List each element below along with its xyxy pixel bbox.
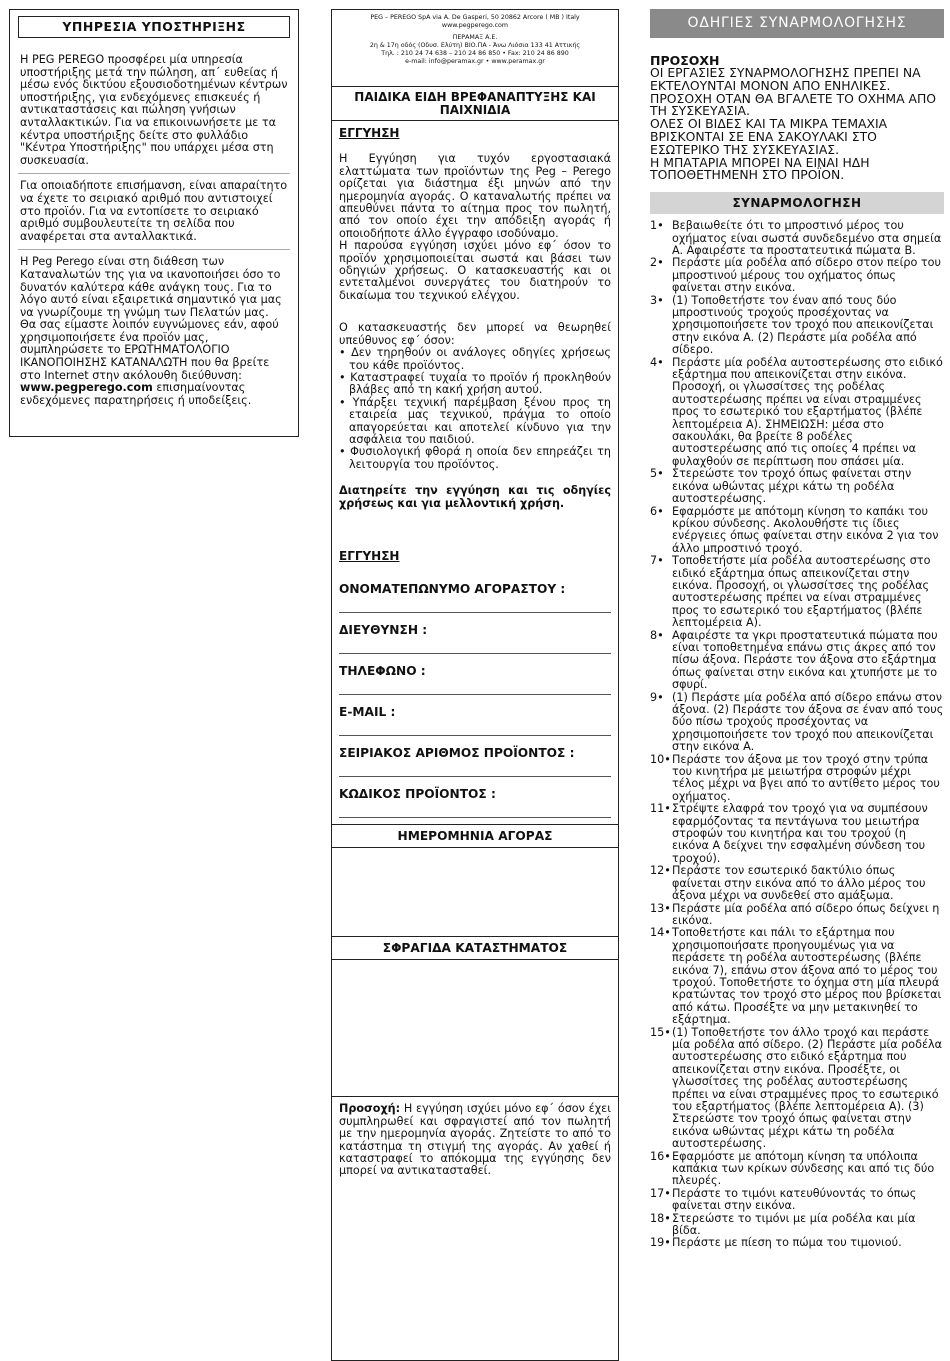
assembly-step <box>650 1237 944 1249</box>
step-text: Τοποθετήστε και πάλι το εξάρτημα που χρησιμοποιήσατε προηγουμένως για να περάσετε τη ροδέλα αυτοστερέωσης (βλέπε εικόνα 7), επάνω στον άξονα από το μέρος του τροχού. Τοποθετήστε το όχημα στη μία πλευρά κρατώντας τον τροχό στο μέρος που βρίσκεται από κάτω. Προσέξτε να μην μετακινηθεί το εξάρτημα. <box>672 926 942 1027</box>
warranty-bullet: • Καταστραφεί τυχαία το προϊόν ή προκληθούν βλάβες από τη κακή χρήση αυτού. <box>339 370 611 397</box>
assembly-step <box>650 865 944 902</box>
step-number: 16• <box>650 1149 671 1163</box>
assembly-step <box>650 803 944 865</box>
warning-line: ΠΡΟΣΟΧΗ ΟΤΑΝ ΘΑ ΒΓΑΛΕΤΕ ΤΟ ΟΧΗΜΑ ΑΠΟ ΤΗ ΣΥΣΚΕΥΑΣΙΑ. <box>650 90 937 119</box>
step-text: (1) Τοποθετήστε τον άλλο τροχό και περάστε μία ροδέλα από σίδερο. (2) Περάστε μία ροδέλα αυτοστερέωσης στο ειδικό εξάρτημα που απεικονίζεται στην εικόνα. Προσέξτε, οι γλωσσίτσες της ροδέλας αυτοστερέωσης πρέπει να είναι στραμμένες προς το εσωτερικό του εξαρτήματος (βλέπε λεπτομέρεια A). (3) Στερεώστε τον τροχό όπως φαίνεται στην εικόνα ωθώντας μέχρι κάτω τη ροδέλα αυτοστερέωσης. <box>672 1025 942 1151</box>
assembly-step <box>650 927 944 1026</box>
step-number: 1• <box>650 219 664 233</box>
step-number: 7• <box>650 554 664 568</box>
warranty-notice <box>332 1097 618 1183</box>
step-number: 19• <box>650 1236 671 1250</box>
step-text: Περάστε τον άξονα με τον τροχό στην τρύπα του κινητήρα με μειωτήρα στροφών μέχρι τέλος μέχρι να βγει από το αντίθετο μέρος του οχήματος. <box>672 752 940 803</box>
step-text: Τοποθετήστε μία ροδέλα αυτοστερέωσης στο ειδικό εξάρτημα όπως απεικονίζεται στην εικόνα. Προσοχή, οι γλωσσίτσες της ροδέλας αυτοστερέωσης πρέπει να είναι στραμμένες προς το εσωτερικό του εξαρτήματος (βλέπε λεπτομέρεια A). <box>672 554 931 630</box>
buyer-name-label: ΟΝΟΜΑΤΕΠΩΝΥΜΟ ΑΓΟΡΑΣΤΟΥ : <box>339 582 566 597</box>
step-text: (1) Περάστε μία ροδέλα από σίδερο επάνω στον άξονα. (2) Περάστε τον άξονα σε έναν από τους δύο πίσω τροχούς προσέχοντας να χρησιμοποιήσετε τον τροχό που απεικονίζεται στην εικόνα A. <box>672 690 944 754</box>
serial-number-field[interactable] <box>339 763 611 777</box>
warranty-bullet: • Δεν τηρηθούν οι ανάλογες οδηγίες χρήσεως του κάθε προϊόντος. <box>339 346 611 372</box>
step-number: 11• <box>650 802 671 816</box>
step-text: Βεβαιωθείτε ότι το μπροστινό μέρος του οχήματος είναι σωστά συνδεδεμένο στα σημεία A. Αφαιρέστε τα προστατευτικά πώματα B. <box>672 219 942 257</box>
warranty-bullet: • Υπάρξει τεχνική παρέμβαση ξένου προς τη εταιρεία μας τεχνικού, πράγμα το οποίο απαγορεύεται και αποτελεί κίνδυνο για την ασφάλεια του παιδιού. <box>339 395 611 446</box>
warranty-heading: ΕΓΓΥΗΣΗ <box>339 126 400 140</box>
step-number: 4• <box>650 355 664 369</box>
assembly-step <box>650 692 944 754</box>
step-number: 9• <box>650 690 664 704</box>
header-line-1: PEG – PEREGO SpA via A. De Gasperi, 50 20862 Arcore ( MB ) Italy <box>370 14 580 21</box>
email-label: E-MAIL : <box>339 705 396 720</box>
store-stamp-label: ΣΦΡΑΓΙΔΑ ΚΑΤΑΣΤΗΜΑΤΟΣ <box>332 936 618 960</box>
assembly-step <box>650 295 944 357</box>
warranty-bullet: • Φυσιολογική φθορά η οποία δεν επηρεάζει τη λειτουργία του προϊόντος. <box>339 445 611 471</box>
step-text: Περάστε με πίεση το πώμα του τιμονιού. <box>672 1236 902 1250</box>
header-line-2: www.pegperego.com <box>441 22 509 29</box>
step-number: 17• <box>650 1186 671 1200</box>
purchase-date-label: ΗΜΕΡΟΜΗΝΙΑ ΑΓΟΡΑΣ <box>332 824 618 848</box>
keep-warranty-note: Διατηρείτε την εγγύηση και τις οδηγίες χρήσεως και για μελλοντική χρήση. <box>339 484 611 510</box>
assembly-step <box>650 1213 944 1238</box>
support-panel <box>9 9 299 437</box>
step-text: Περάστε τον εσωτερικό δακτύλιο όπως φαίνεται στην εικόνα από το άλλο μέρος του άξονα μέχρι να συνδεθεί στο αμάξωμα. <box>672 864 926 903</box>
step-number: 18• <box>650 1211 671 1225</box>
assembly-step <box>650 1151 944 1188</box>
purchase-date-box[interactable] <box>332 848 618 936</box>
support-paragraph-3-text: Η Peg Perego είναι στη διάθεση των Καταναλωτών της για να ικανοποιήσει όσο το δυνατόν καλύτερα κάθε ανάγκη τους. Για το λόγο αυτό είναι εξαιρετικά σημαντικό για μας να γνωρίζουμε τη γνώμη των Πελατών μας. Θα σας είμαστε λοιπόν ευγνώμονες εάν, αφού χρησιμοποιήσετε ένα προϊόν μας, συμπληρώσετε το ΕΡΩΤΗΜΑΤΟΛΟΓΙΟ ΙΚΑΝΟΠΟΙΗΣΗΣ ΚΑΤΑΝΑΛΩΤΗ που θα βρείτε στο Internet στην ακόλουθη διεύθυνση: <box>20 255 282 382</box>
support-paragraph-3 <box>18 250 290 413</box>
warning-line: ΟΙ ΕΡΓΑΣΙΕΣ ΣΥΝΑΡΜΟΛΟΓΗΣΗΣ ΠΡΕΠΕΙ ΝΑ ΕΚΤΕΛΟΥΝΤΑΙ ΜΟΝΟΝ ΑΠΟ ΕΝΗΛΙΚΕΣ. <box>650 65 921 93</box>
step-number: 15• <box>650 1025 671 1039</box>
step-number: 3• <box>650 293 664 307</box>
assembly-step <box>650 357 944 469</box>
assembly-step <box>650 555 944 629</box>
step-text: Εφαρμόστε με απότομη κίνηση τα υπόλοιπα καπάκια των κρίκων σύνδεσης και από τις δύο πλευρές. <box>672 1149 935 1188</box>
store-stamp-box[interactable] <box>332 960 618 1096</box>
support-title: ΥΠΗΡΕΣΙΑ ΥΠΟΣΤΗΡΙΞΗΣ <box>18 16 290 38</box>
warranty-paragraph-1: Η Εγγύηση για τυχόν εργοστασιακά ελαττώματα των προϊόντων της Peg – Perego ορίζεται για διάστημα έξι μηνών από την ημερομηνία αγοράς. Ο καταναλωτής πρέπει να απευθύνει πάντα το αίτημα προς τον πωλητή, από τον οποίο έχει την απόδειξη αγοράς ή οποιοδήποτε άλλο έγγραφο ισοδύναμο. <box>339 152 611 240</box>
assembly-subtitle: ΣΥΝΑΡΜΟΛΟΓΗΣΗ <box>650 192 944 214</box>
website-link[interactable]: www.pegperego.com <box>20 381 153 395</box>
address-label: ΔΙΕΥΘΥΝΣΗ : <box>339 623 428 638</box>
assembly-step <box>650 1027 944 1151</box>
product-code-label: ΚΩΔΙΚΟΣ ΠΡΟΪΟΝΤΟΣ : <box>339 787 496 802</box>
assembly-step <box>650 630 944 692</box>
assembly-step <box>650 903 944 928</box>
step-number: 2• <box>650 256 664 270</box>
step-number: 13• <box>650 901 671 915</box>
step-text: Στρέψτε ελαφρά τον τροχό για να συμπέσουν εφαρμόζοντας τα πεντάγωνα του μειωτήρα στροφών του κινητήρα και του τροχού (η εικόνα A δείχνει την εσφαλμένη σύνδεση του τροχού). <box>672 802 928 865</box>
header-line-6: e-mail: info@peramax.gr • www.peramax.gr <box>405 58 545 65</box>
header-line-3: ΠΕΡΑΜΑΞ Α.Ε. <box>452 34 498 41</box>
assembly-step <box>650 1188 944 1213</box>
assembly-step <box>650 754 944 804</box>
notice-text: Η εγγύηση ισχύει μόνο εφ΄ όσον έχει συμπληρωθεί και σφραγιστεί από τον πωλητή με την ημερομηνία αγοράς. Ζητείστε το από το κατάστημα τη στιγμή της αγοράς. Αν χαθεί ή καταστραφεί το απόκομμα της εγγύησης δεν μπορεί να αντικατασταθεί. <box>339 1102 611 1178</box>
support-paragraph-3-tail: επισημαίνοντας ενδεχόμενες παρατηρήσεις ή υποδείξεις. <box>20 381 252 407</box>
step-text: Περάστε μία ροδέλα από σίδερο όπως δείχνει η εικόνα. <box>672 901 940 927</box>
serial-number-label: ΣΕΙΡΙΑΚΟΣ ΑΡΙΘΜΟΣ ΠΡΟΪΟΝΤΟΣ : <box>339 746 575 761</box>
product-code-field[interactable] <box>339 804 611 818</box>
step-text: Περάστε το τιμόνι κατευθύνοντάς το όπως φαίνεται στην εικόνα. <box>672 1186 917 1213</box>
step-text: Στερεώστε το τιμόνι με μία ροδέλα και μία βίδα. <box>672 1211 916 1238</box>
header-line-5: Τηλ. : 210 24 74 638 – 210 24 86 850 • Fax: 210 24 86 890 <box>381 50 569 57</box>
assembly-step <box>650 257 944 294</box>
step-text: Αφαιρέστε τα γκρι προστατευτικά πώματα που είναι τοποθετημένα επάνω στις άκρες από τον πίσω άξονα. Περάστε τον άξονα στο εξάρτημα όπως φαίνεται στην εικόνα και χτυπήστε με το σφυρί. <box>672 628 938 692</box>
step-text: (1) Τοποθετήστε τον έναν από τους δύο μπροστινούς τροχούς προσέχοντας να χρησιμοποιήσετε τον τροχό που απεικονίζεται στην εικόνα A. (2) Περάστε μία ροδέλα από σίδερο. <box>672 293 934 357</box>
support-paragraph-2: Για οποιαδήποτε επισήμανση, είναι απαραίτητο να έχετε το σειριακό αριθμό που αντιστοιχεί στο προϊόν. Για να εντοπίσετε το σειριακό αριθμό συμβουλευτείτε τη σελίδα που αναφέρεται στα ανταλλακτικά. <box>18 174 290 250</box>
warning-heading: ΠΡΟΣΟΧΗ <box>650 53 720 68</box>
step-text: Στερεώστε τον τροχό όπως φαίνεται στην εικόνα ωθώντας μέχρι κάτω τη ροδέλα αυτοστερέωσης. <box>672 467 912 506</box>
step-text: Περάστε μία ροδέλα από σίδερο στον πείρο του μπροστινού μέρους του οχήματος όπως φαίνεται στην εικόνα. <box>672 256 941 295</box>
support-paragraph-1: Η PEG PEREGO προσφέρει μία υπηρεσία υποστήριξης μετά την πώληση, απ΄ ευθείας ή μέσω ενός δικτύου εξουσιοδοτημένων κέντρων υποστήριξης, για ενδεχόμενες επισκευές ή αντικαταστάσεις και πώληση γνήσιων ανταλλακτικών. Για να επικοινωνήσετε με τα κέντρα υποστήριξης δείτε στο φυλλάδιο "Κέντρα Υποστήριξης" που υπάρχει μέσα στη συσκευασία. <box>18 38 290 174</box>
phone-field[interactable] <box>339 681 611 695</box>
warranty-heading-2: ΕΓΓΥΗΣΗ <box>339 548 400 563</box>
buyer-name-field[interactable] <box>339 599 611 613</box>
step-number: 5• <box>650 467 664 481</box>
warning-line: Η ΜΠΑΤΑΡΙΑ ΜΠΟΡΕΙ ΝΑ ΕΙΝΑΙ ΗΔΗ ΤΟΠΟΘΕΤΗΜΕΝΗ ΣΤΟ ΠΡΟΪΟΝ. <box>650 154 870 183</box>
assembly-step <box>650 506 944 556</box>
warranty-card <box>331 9 619 1361</box>
step-number: 14• <box>650 926 671 940</box>
step-number: 10• <box>650 752 671 766</box>
assembly-title: ΟΔΗΓΙΕΣ ΣΥΝΑΡΜΟΛΟΓΗΣΗΣ <box>650 9 944 38</box>
header-line-4: 2η & 17η οδός (Οδυσ. Ελύτη) ΒΙΟ.ΠΑ - Άνω Λιόσια 133 41 Αττικής <box>369 42 581 49</box>
phone-label: ΤΗΛΕΦΩΝΟ : <box>339 664 426 679</box>
assembly-instructions <box>650 9 944 1250</box>
address-field[interactable] <box>339 640 611 654</box>
step-number: 8• <box>650 628 664 642</box>
assembly-step <box>650 468 944 505</box>
step-text: Περάστε μία ροδέλα αυτοστερέωσης στο ειδικό εξάρτημα που απεικονίζεται στην εικόνα. Προσοχή, οι γλωσσίτσες της ροδέλας αυτοστερέωσης πρέπει να είναι στραμμένες προς το εσωτερικό του εξαρτήματος (βλέπε λεπτομέρεια A). ΣΗΜΕΙΩΣΗ: μέσα στο σακουλάκι, θα βρείτε 8 ροδέλες αυτοστερέωσης από τις οποίες 4 πρέπει να φυλαχθούν σε περίπτωση που σπάσει μία. <box>672 355 943 468</box>
warranty-paragraph-3: Ο κατασκευαστής δεν μπορεί να θεωρηθεί υπεύθυνος εφ΄ όσον: <box>339 321 611 347</box>
warranty-paragraph-2: Η παρούσα εγγύηση ισχύει μόνο εφ΄ όσον το προϊόν χρησιμοποιείται σωστά και βάσει των οδηγιών χρήσεως. Ο κατασκευαστής και οι εντεταλμένοι συνεργάτες του διατηρούν το δικαίωμα του τεχνικού ελέγχου. <box>339 239 611 302</box>
step-number: 6• <box>650 504 664 518</box>
step-text: Εφαρμόστε με απότομη κίνηση το καπάκι του κρίκου σύνδεσης. Ακολουθήστε τις ίδιες ενέργειες όπως φαίνεται στην εικόνα 2 για τον άλλο μπροστινό τροχό. <box>672 504 939 555</box>
email-field[interactable] <box>339 722 611 736</box>
step-number: 12• <box>650 864 671 878</box>
assembly-steps <box>650 220 944 1250</box>
assembly-step <box>650 220 944 257</box>
notice-label: Προσοχή: <box>339 1102 401 1116</box>
warranty-body <box>332 127 618 818</box>
warranty-title: ΠΑΙΔΙΚΑ ΕΙΔΗ ΒΡΕΦΑΝΑΠΤΥΞΗΣ ΚΑΙ ΠΑΙΧΝΙΔΙΑ <box>332 86 618 121</box>
company-header <box>332 10 618 86</box>
warning-line: ΟΛΕΣ ΟΙ ΒΙΔΕΣ ΚΑΙ ΤΑ ΜΙΚΡΑ ΤΕΜΑΧΙΑ ΒΡΙΣΚΟΝΤΑΙ ΣΕ ΕΝΑ ΣΑΚΟΥΛΑΚΙ ΣΤΟ ΕΣΩΤΕΡΙΚΟ ΤΗΣ ΣΥΣΚΕΥΑΣΙΑΣ. <box>650 116 888 157</box>
